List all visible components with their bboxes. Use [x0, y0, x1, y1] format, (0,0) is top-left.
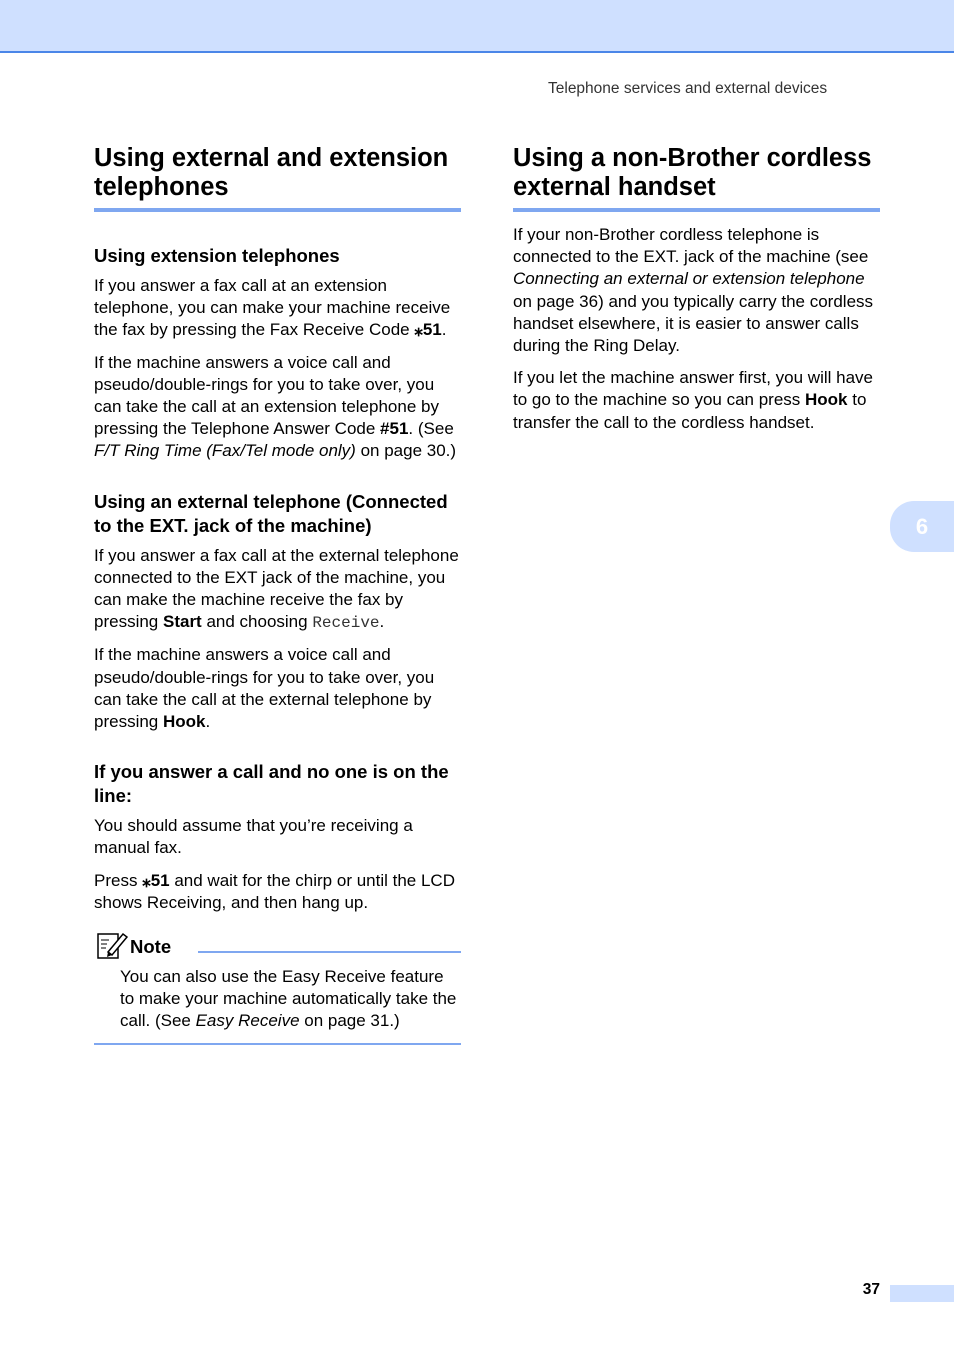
paragraph-cordless-ring-delay: If your non-Brother cordless telephone is connected to the EXT. jack of the machine (see Connecting an external or extension telephone on page 36) and you typically carry the cordless handset elsewhere, it is easier to answer calls during the Ring Delay.: [513, 225, 874, 356]
left-column: [94, 144, 461, 1045]
note-label: Note: [130, 936, 172, 958]
heading-extension-telephones: Using extension telephones: [94, 245, 340, 266]
cross-reference-connecting-external: Connecting an external or extension telephone: [513, 269, 865, 289]
page-number-bar: [890, 1285, 954, 1302]
note-header: [94, 930, 461, 966]
note-divider: [198, 951, 461, 953]
paragraph-press-code: Press ⁎51 and wait for the chirp or until the LCD shows Receiving, and then hang up.: [94, 870, 455, 912]
section-title-external-extension: Using external and extension telephones: [94, 144, 461, 212]
page-number: 37: [862, 1281, 880, 1298]
running-header: Telephone services and external devices: [548, 80, 828, 97]
paragraph-extension-voice: If the machine answers a voice call and pseudo/double-rings for you to take over, you can take the call at an extension telephone by pressing the Telephone Answer Code #51. (See F/T Ring Time (Fax/Tel mode only) on page 30.): [94, 352, 457, 461]
lcd-receive-text: Receive: [312, 614, 380, 633]
paragraph-external-fax: If you answer a fax call at the external telephone connected to the EXT jack of the machine, you can make the machine receive the fax by pressing Start and choosing Receive.: [94, 545, 459, 633]
paragraph-manual-fax: You should assume that you’re receiving a manual fax.: [94, 816, 413, 858]
heading-external-telephone: Using an external telephone (Connected to the EXT. jack of the machine): [94, 490, 448, 536]
paragraph-extension-fax: If you answer a fax call at an extension telephone, you can make your machine receive the fax by pressing the Fax Receive Code ⁎51.: [94, 276, 451, 340]
note-bottom-divider: [94, 1043, 461, 1045]
note-body: You can also use the Easy Receive feature to make your machine automatically take the call. (See Easy Receive on page 31.): [120, 967, 457, 1031]
paragraph-cordless-hook: If you let the machine answer first, you will have to go to the machine so you can press Hook to transfer the call to the cordless handset.: [513, 368, 873, 432]
section-title-cordless-handset: Using a non-Brother cordless external handset: [513, 144, 880, 212]
start-key: Start: [162, 612, 202, 632]
cross-reference-ft-ring-time: F/T Ring Time (Fax/Tel mode only): [94, 441, 356, 461]
header-band: [0, 0, 954, 53]
paragraph-external-voice: If the machine answers a voice call and pseudo/double-rings for you to take over, you can take the call at the external telephone by pressing Hook.: [94, 645, 435, 732]
heading-no-one-on-line: If you answer a call and no one is on the line:: [94, 761, 449, 807]
hook-key-right: Hook: [805, 390, 848, 410]
hook-key: Hook: [162, 712, 206, 732]
note-pencil-icon: [96, 930, 128, 960]
cross-reference-easy-receive: Easy Receive: [195, 1011, 300, 1031]
chapter-tab: 6: [890, 501, 954, 552]
right-column: [513, 144, 880, 444]
